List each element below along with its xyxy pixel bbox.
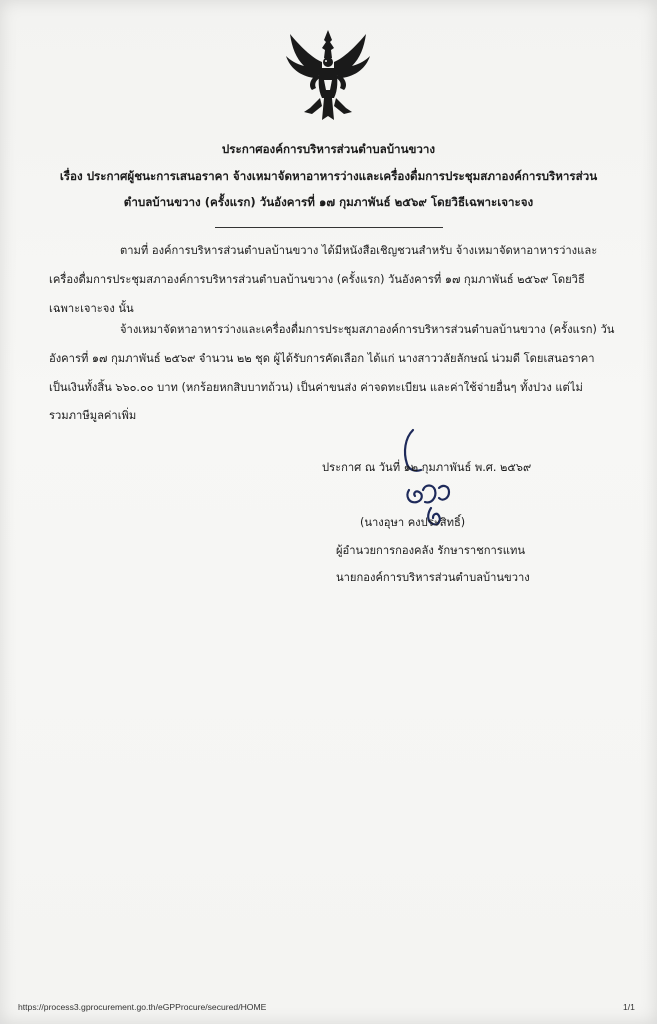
garuda-emblem-icon [282,28,374,124]
paragraph-1-line-3: เฉพาะเจาะจง นั้น [49,302,134,315]
footer-url: https://process3.gprocurement.go.th/eGPProcure/secured/HOME [18,1002,267,1012]
paragraph-2-line-4: รวมภาษีมูลค่าเพิ่ม [49,409,137,422]
announcement-title: ประกาศองค์การบริหารส่วนตำบลบ้านขวาง [221,142,436,156]
signer-name: (นางอุษา คงประสิทธิ์) [360,516,466,529]
signer-position-1: ผู้อำนวยการกองคลัง รักษาราชการแทน [336,544,526,557]
paragraph-1-line-1: ตามที่ องค์การบริหารส่วนตำบลบ้านขวาง ได้มีหนังสือเชิญชวนสำหรับ จ้างเหมาจัดหาอาหารว่างและ [120,244,598,257]
announcement-date: ประกาศ ณ วันที่ ๑๒ กุมภาพันธ์ พ.ศ. ๒๕๖๙ [322,461,532,474]
title-divider [215,227,443,228]
page-number: 1/1 [623,1002,635,1012]
paragraph-1-line-2: เครื่องดื่มการประชุมสภาองค์การบริหารส่วนตำบลบ้านขวาง (ครั้งแรก) วันอังคารที่ ๑๗ กุมภาพันธ์ ๒๕๖๙ โดยวิธี [49,273,585,286]
paragraph-2-line-1: จ้างเหมาจัดหาอาหารว่างและเครื่องดื่มการประชุมสภาองค์การบริหารส่วนตำบลบ้านขวาง (ครั้งแรก) วัน [120,323,615,336]
announcement-subject: เรื่อง ประกาศผู้ชนะการเสนอราคา จ้างเหมาจัดหาอาหารว่างและเครื่องดื่มการประชุมสภาองค์การบริหารส่วน [59,169,598,183]
signer-position-2: นายกองค์การบริหารส่วนตำบลบ้านขวาง [336,571,530,584]
announcement-subject-cont: ตำบลบ้านขวาง (ครั้งแรก) วันอังคารที่ ๑๗ กุมภาพันธ์ ๒๕๖๙ โดยวิธีเฉพาะเจาะจง [123,195,534,209]
paragraph-2-line-2: อังคารที่ ๑๗ กุมภาพันธ์ ๒๕๖๙ จำนวน ๒๒ ชุด ผู้ได้รับการคัดเลือก ได้แก่ นางสาววลัยลักษณ์ น่วมดี โดยเสนอราคา [49,352,595,365]
paragraph-2-line-3: เป็นเงินทั้งสิ้น ๖๖๐.๐๐ บาท (หกร้อยหกสิบบาทถ้วน) เป็นค่าขนส่ง ค่าจดทะเบียน และค่าใช้จ่ายอื่นๆ ทั้งปวง แต่ไม่ [49,381,583,394]
